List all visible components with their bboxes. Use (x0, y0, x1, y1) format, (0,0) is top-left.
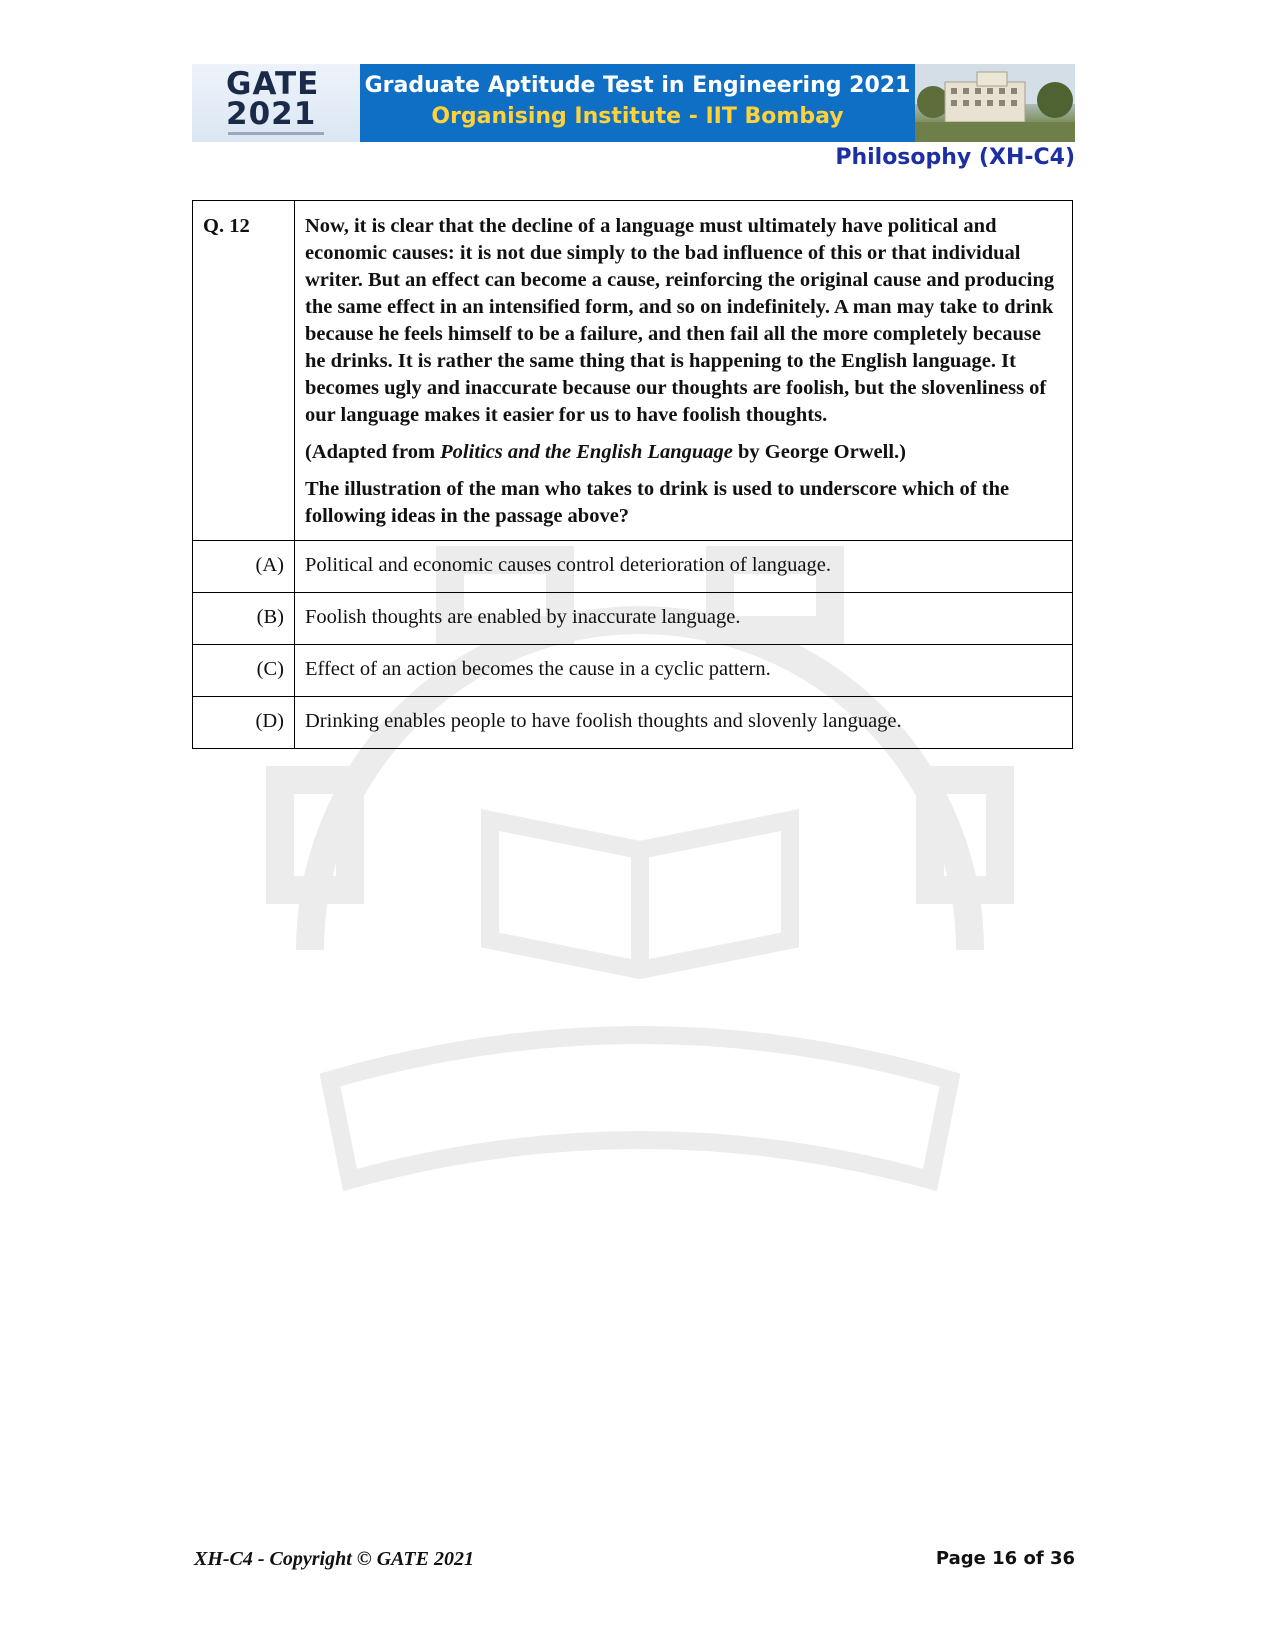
page-current: 16 (992, 1548, 1018, 1569)
footer-copyright: XH-C4 - Copyright © GATE 2021 (194, 1548, 474, 1570)
option-label: (A) (193, 541, 295, 593)
option-text: Foolish thoughts are enabled by inaccurate language. (295, 593, 1073, 645)
question-number: Q. 12 (193, 201, 295, 541)
gate-logo (192, 64, 360, 142)
source-suffix: by George Orwell.) (732, 441, 906, 463)
option-row-a (193, 541, 1073, 593)
option-text: Drinking enables people to have foolish thoughts and slovenly language. (295, 697, 1073, 749)
source-title: Politics and the English Language (440, 441, 733, 463)
banner-subtitle: Organising Institute - IIT Bombay (431, 104, 844, 129)
footer-page-number (936, 1548, 1075, 1569)
option-row-c (193, 645, 1073, 697)
question-body (295, 201, 1073, 541)
option-row-d (193, 697, 1073, 749)
passage-source (305, 439, 1062, 466)
logo-tagline-bar (228, 132, 324, 135)
option-text: Political and economic causes control deterioration of language. (295, 541, 1073, 593)
banner-title-box (360, 64, 915, 142)
question-passage: Now, it is clear that the decline of a language must ultimately have political and economic causes: it is not due simply to the bad influence of this or that individual writer. But an effect can become a cause, reinforcing the original cause and producing the same effect in an intensified form, and so on indefinitely. A man may take to drink because he feels himself to be a failure, and then fail all the more completely because he drinks. It is rather the same thing that is happening to the English language. It becomes ugly and inaccurate because our thoughts are foolish, but the slovenliness of our language makes it easier for us to have foolish thoughts. (305, 215, 1055, 426)
option-row-b (193, 593, 1073, 645)
banner-title: Graduate Aptitude Test in Engineering 2021 (364, 73, 911, 98)
option-label: (B) (193, 593, 295, 645)
question-prompt: The illustration of the man who takes to drink is used to underscore which of the following ideas in the passage above? (305, 478, 1010, 527)
option-label: (C) (193, 645, 295, 697)
logo-year: 2021 (226, 96, 317, 132)
campus-photo (915, 64, 1075, 142)
page-total: 36 (1049, 1548, 1075, 1569)
question-table (192, 200, 1073, 749)
subject-label: Philosophy (XH-C4) (835, 145, 1075, 170)
header-banner (192, 64, 1075, 142)
option-label: (D) (193, 697, 295, 749)
page-prefix: Page (935, 1548, 993, 1569)
question-row (193, 201, 1073, 541)
page-middle: of (1017, 1548, 1050, 1569)
logo-word: GATE (226, 66, 320, 102)
campus-building-icon (915, 64, 1075, 142)
option-text: Effect of an action becomes the cause in a cyclic pattern. (295, 645, 1073, 697)
source-prefix: (Adapted from (305, 441, 441, 463)
